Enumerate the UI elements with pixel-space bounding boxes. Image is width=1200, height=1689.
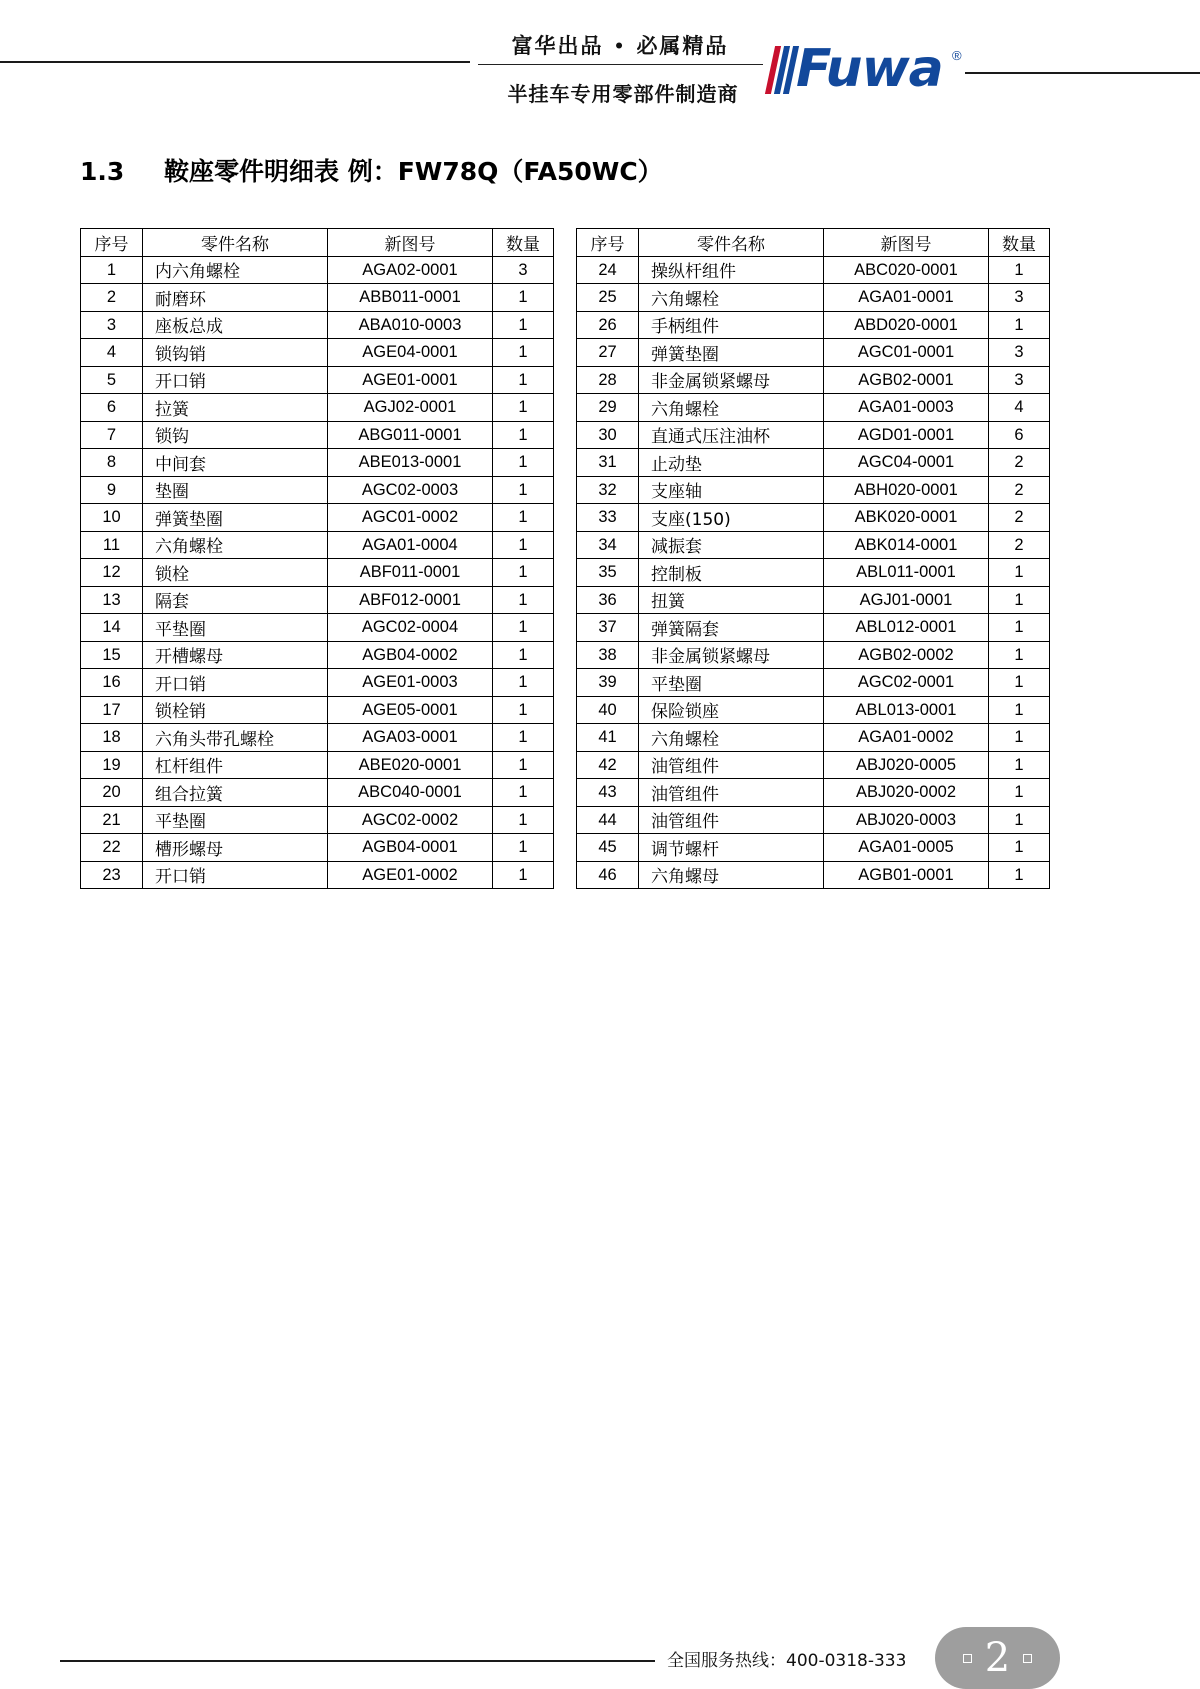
cell-no: 38 xyxy=(577,641,639,669)
cell-no: 4 xyxy=(81,339,143,367)
cell-qty: 2 xyxy=(989,504,1050,532)
cell-code: AGC01-0001 xyxy=(824,339,989,367)
cell-no: 23 xyxy=(81,861,143,889)
table-row xyxy=(81,366,554,394)
header-slogan-separator: • xyxy=(613,37,627,57)
column-header-code: 新图号 xyxy=(824,229,989,257)
fuwa-logo xyxy=(770,40,970,102)
parts-table-left xyxy=(80,228,554,889)
column-header-qty: 数量 xyxy=(493,229,554,257)
table-row xyxy=(577,449,1050,477)
cell-qty: 1 xyxy=(989,861,1050,889)
table-row xyxy=(81,449,554,477)
cell-no: 8 xyxy=(81,449,143,477)
header-slogan-right: 必属精品 xyxy=(636,34,729,58)
table-row xyxy=(81,531,554,559)
cell-name: 座板总成 xyxy=(143,311,328,339)
table-row xyxy=(81,724,554,752)
cell-name: 锁栓 xyxy=(143,559,328,587)
cell-name: 垫圈 xyxy=(143,476,328,504)
cell-no: 19 xyxy=(81,751,143,779)
table-row xyxy=(577,256,1050,284)
page-number: 2 xyxy=(984,1635,1011,1681)
column-header-name: 零件名称 xyxy=(143,229,328,257)
cell-qty: 1 xyxy=(493,614,554,642)
cell-code: AGA03-0001 xyxy=(328,724,493,752)
cell-qty: 1 xyxy=(989,751,1050,779)
cell-code: AGJ01-0001 xyxy=(824,586,989,614)
cell-qty: 1 xyxy=(493,339,554,367)
cell-name: 非金属锁紧螺母 xyxy=(639,641,824,669)
cell-code: AGC02-0001 xyxy=(824,669,989,697)
table-row xyxy=(577,531,1050,559)
table-row xyxy=(81,421,554,449)
cell-no: 25 xyxy=(577,284,639,312)
cell-name: 六角螺栓 xyxy=(143,531,328,559)
cell-name: 平垫圈 xyxy=(143,614,328,642)
table-row xyxy=(577,586,1050,614)
table-row xyxy=(577,311,1050,339)
cell-no: 42 xyxy=(577,751,639,779)
cell-name: 减振套 xyxy=(639,531,824,559)
table-row xyxy=(577,559,1050,587)
cell-qty: 1 xyxy=(493,779,554,807)
cell-name: 开口销 xyxy=(143,366,328,394)
cell-no: 6 xyxy=(81,394,143,422)
cell-no: 14 xyxy=(81,614,143,642)
table-row xyxy=(577,751,1050,779)
cell-name: 中间套 xyxy=(143,449,328,477)
cell-no: 20 xyxy=(81,779,143,807)
cell-no: 45 xyxy=(577,834,639,862)
cell-qty: 1 xyxy=(989,586,1050,614)
cell-no: 5 xyxy=(81,366,143,394)
table-row xyxy=(81,256,554,284)
table-row xyxy=(81,779,554,807)
cell-code: ABJ020-0003 xyxy=(824,806,989,834)
cell-name: 开槽螺母 xyxy=(143,641,328,669)
table-row xyxy=(81,284,554,312)
cell-name: 六角螺栓 xyxy=(639,724,824,752)
table-row xyxy=(577,366,1050,394)
cell-code: ABH020-0001 xyxy=(824,476,989,504)
cell-no: 27 xyxy=(577,339,639,367)
cell-qty: 1 xyxy=(989,559,1050,587)
cell-no: 13 xyxy=(81,586,143,614)
cell-name: 六角螺栓 xyxy=(639,284,824,312)
cell-code: ABK020-0001 xyxy=(824,504,989,532)
cell-no: 24 xyxy=(577,256,639,284)
table-row xyxy=(81,751,554,779)
cell-no: 16 xyxy=(81,669,143,697)
cell-name: 控制板 xyxy=(639,559,824,587)
service-hotline: 全国服务热线：400-0318-333 xyxy=(667,1651,907,1671)
cell-name: 耐磨环 xyxy=(143,284,328,312)
cell-qty: 3 xyxy=(493,256,554,284)
cell-no: 44 xyxy=(577,806,639,834)
cell-name: 油管组件 xyxy=(639,779,824,807)
cell-code: AGA01-0002 xyxy=(824,724,989,752)
cell-name: 锁钩 xyxy=(143,421,328,449)
cell-name: 开口销 xyxy=(143,861,328,889)
cell-name: 六角头带孔螺栓 xyxy=(143,724,328,752)
cell-code: AGA02-0001 xyxy=(328,256,493,284)
cell-qty: 1 xyxy=(989,834,1050,862)
cell-name: 弹簧隔套 xyxy=(639,614,824,642)
cell-name: 内六角螺栓 xyxy=(143,256,328,284)
cell-code: ABL012-0001 xyxy=(824,614,989,642)
cell-name: 隔套 xyxy=(143,586,328,614)
cell-name: 止动垫 xyxy=(639,449,824,477)
cell-qty: 1 xyxy=(493,311,554,339)
cell-no: 3 xyxy=(81,311,143,339)
table-row xyxy=(577,724,1050,752)
table-row xyxy=(577,476,1050,504)
cell-qty: 3 xyxy=(989,366,1050,394)
cell-qty: 3 xyxy=(989,339,1050,367)
cell-qty: 1 xyxy=(493,586,554,614)
table-row xyxy=(577,696,1050,724)
cell-code: AGE01-0003 xyxy=(328,669,493,697)
cell-name: 扭簧 xyxy=(639,586,824,614)
table-row xyxy=(81,834,554,862)
header-slogan xyxy=(470,30,770,60)
cell-name: 非金属锁紧螺母 xyxy=(639,366,824,394)
cell-no: 43 xyxy=(577,779,639,807)
cell-qty: 1 xyxy=(989,311,1050,339)
page-footer xyxy=(0,1600,1200,1684)
cell-code: AGC02-0002 xyxy=(328,806,493,834)
cell-qty: 1 xyxy=(989,641,1050,669)
cell-code: ABA010-0003 xyxy=(328,311,493,339)
cell-code: ABE020-0001 xyxy=(328,751,493,779)
header-rule-right xyxy=(965,72,1200,74)
table-row xyxy=(577,641,1050,669)
table-row xyxy=(81,339,554,367)
cell-no: 11 xyxy=(81,531,143,559)
table-row xyxy=(577,394,1050,422)
cell-no: 22 xyxy=(81,834,143,862)
cell-name: 拉簧 xyxy=(143,394,328,422)
cell-name: 杠杆组件 xyxy=(143,751,328,779)
cell-no: 15 xyxy=(81,641,143,669)
cell-code: AGA01-0003 xyxy=(824,394,989,422)
cell-code: ABC040-0001 xyxy=(328,779,493,807)
cell-name: 直通式压注油杯 xyxy=(639,421,824,449)
cell-qty: 2 xyxy=(989,449,1050,477)
cell-code: AGC02-0004 xyxy=(328,614,493,642)
column-header-no: 序号 xyxy=(577,229,639,257)
cell-no: 36 xyxy=(577,586,639,614)
table-row xyxy=(81,806,554,834)
table-row xyxy=(81,861,554,889)
cell-qty: 1 xyxy=(493,476,554,504)
cell-name: 油管组件 xyxy=(639,806,824,834)
cell-no: 35 xyxy=(577,559,639,587)
cell-qty: 1 xyxy=(989,724,1050,752)
cell-no: 31 xyxy=(577,449,639,477)
cell-code: ABJ020-0002 xyxy=(824,779,989,807)
cell-qty: 1 xyxy=(493,504,554,532)
cell-qty: 1 xyxy=(493,531,554,559)
table-header-row xyxy=(577,229,1050,257)
cell-qty: 1 xyxy=(493,284,554,312)
cell-name: 手柄组件 xyxy=(639,311,824,339)
column-header-code: 新图号 xyxy=(328,229,493,257)
cell-code: AGB02-0002 xyxy=(824,641,989,669)
cell-no: 9 xyxy=(81,476,143,504)
cell-code: AGB01-0001 xyxy=(824,861,989,889)
section-number: 1.3 xyxy=(80,157,125,186)
table-row xyxy=(577,669,1050,697)
cell-qty: 1 xyxy=(493,806,554,834)
cell-name: 开口销 xyxy=(143,669,328,697)
cell-qty: 2 xyxy=(989,531,1050,559)
table-row xyxy=(81,586,554,614)
cell-code: AGE01-0002 xyxy=(328,861,493,889)
table-row xyxy=(577,421,1050,449)
cell-qty: 1 xyxy=(493,834,554,862)
cell-code: AGC01-0002 xyxy=(328,504,493,532)
cell-qty: 1 xyxy=(493,861,554,889)
cell-qty: 1 xyxy=(989,779,1050,807)
cell-code: AGD01-0001 xyxy=(824,421,989,449)
cell-qty: 1 xyxy=(493,366,554,394)
cell-code: ABE013-0001 xyxy=(328,449,493,477)
cell-name: 支座轴 xyxy=(639,476,824,504)
cell-no: 39 xyxy=(577,669,639,697)
cell-qty: 1 xyxy=(493,394,554,422)
cell-no: 37 xyxy=(577,614,639,642)
table-row xyxy=(577,834,1050,862)
cell-name: 平垫圈 xyxy=(143,806,328,834)
cell-code: ABL011-0001 xyxy=(824,559,989,587)
table-row xyxy=(81,504,554,532)
table-row xyxy=(81,476,554,504)
cell-code: AGC02-0003 xyxy=(328,476,493,504)
table-row xyxy=(577,779,1050,807)
table-row xyxy=(81,559,554,587)
cell-code: ABJ020-0005 xyxy=(824,751,989,779)
logo-bars-icon xyxy=(770,46,796,94)
cell-qty: 6 xyxy=(989,421,1050,449)
table-row xyxy=(577,339,1050,367)
cell-code: ABD020-0001 xyxy=(824,311,989,339)
cell-code: AGA01-0001 xyxy=(824,284,989,312)
cell-code: AGA01-0004 xyxy=(328,531,493,559)
cell-code: ABK014-0001 xyxy=(824,531,989,559)
cell-code: AGB04-0001 xyxy=(328,834,493,862)
cell-name: 组合拉簧 xyxy=(143,779,328,807)
table-row xyxy=(81,696,554,724)
section-title-text: 鞍座零件明细表 例：FW78Q（FA50WC） xyxy=(164,157,663,186)
table-row xyxy=(577,861,1050,889)
cell-name: 弹簧垫圈 xyxy=(143,504,328,532)
cell-name: 弹簧垫圈 xyxy=(639,339,824,367)
footer-rule xyxy=(60,1660,655,1662)
header-rule-left xyxy=(0,61,470,63)
cell-code: AGB02-0001 xyxy=(824,366,989,394)
cell-no: 26 xyxy=(577,311,639,339)
cell-no: 10 xyxy=(81,504,143,532)
cell-qty: 1 xyxy=(493,724,554,752)
column-header-name: 零件名称 xyxy=(639,229,824,257)
header-slogan-left: 富华出品 xyxy=(511,34,604,58)
cell-qty: 1 xyxy=(493,641,554,669)
cell-name: 锁钩销 xyxy=(143,339,328,367)
cell-qty: 1 xyxy=(989,669,1050,697)
cell-code: ABC020-0001 xyxy=(824,256,989,284)
cell-no: 32 xyxy=(577,476,639,504)
cell-code: AGA01-0005 xyxy=(824,834,989,862)
cell-qty: 2 xyxy=(989,476,1050,504)
table-row xyxy=(577,614,1050,642)
cell-code: AGE01-0001 xyxy=(328,366,493,394)
table-row xyxy=(81,394,554,422)
cell-no: 41 xyxy=(577,724,639,752)
table-row xyxy=(81,641,554,669)
page-number-badge xyxy=(935,1627,1060,1689)
cell-qty: 1 xyxy=(989,696,1050,724)
cell-qty: 1 xyxy=(493,751,554,779)
parts-tables xyxy=(80,228,1120,889)
cell-code: AGE04-0001 xyxy=(328,339,493,367)
registered-trademark-icon: ® xyxy=(952,48,962,63)
cell-no: 28 xyxy=(577,366,639,394)
cell-code: ABL013-0001 xyxy=(824,696,989,724)
cell-code: ABF012-0001 xyxy=(328,586,493,614)
cell-name: 支座(150) xyxy=(639,504,824,532)
cell-name: 操纵杆组件 xyxy=(639,256,824,284)
column-header-no: 序号 xyxy=(81,229,143,257)
cell-code: AGJ02-0001 xyxy=(328,394,493,422)
cell-qty: 1 xyxy=(493,559,554,587)
cell-no: 40 xyxy=(577,696,639,724)
cell-qty: 1 xyxy=(989,256,1050,284)
cell-qty: 1 xyxy=(493,696,554,724)
cell-name: 平垫圈 xyxy=(639,669,824,697)
cell-no: 34 xyxy=(577,531,639,559)
cell-qty: 1 xyxy=(493,421,554,449)
cell-name: 六角螺栓 xyxy=(639,394,824,422)
parts-table-right xyxy=(576,228,1050,889)
cell-no: 12 xyxy=(81,559,143,587)
cell-no: 7 xyxy=(81,421,143,449)
cell-name: 锁栓销 xyxy=(143,696,328,724)
cell-no: 29 xyxy=(577,394,639,422)
cell-no: 1 xyxy=(81,256,143,284)
cell-qty: 4 xyxy=(989,394,1050,422)
cell-no: 33 xyxy=(577,504,639,532)
cell-name: 保险锁座 xyxy=(639,696,824,724)
cell-name: 油管组件 xyxy=(639,751,824,779)
header-subtitle: 半挂车专用零部件制造商 xyxy=(507,82,739,106)
cell-qty: 1 xyxy=(493,669,554,697)
cell-no: 17 xyxy=(81,696,143,724)
page-header xyxy=(0,0,1200,122)
table-header-row xyxy=(81,229,554,257)
cell-qty: 1 xyxy=(493,449,554,477)
cell-code: AGE05-0001 xyxy=(328,696,493,724)
table-row xyxy=(81,311,554,339)
table-row xyxy=(81,614,554,642)
page-title xyxy=(80,152,663,188)
cell-code: AGC04-0001 xyxy=(824,449,989,477)
cell-qty: 1 xyxy=(989,614,1050,642)
cell-qty: 3 xyxy=(989,284,1050,312)
column-header-qty: 数量 xyxy=(989,229,1050,257)
cell-no: 30 xyxy=(577,421,639,449)
cell-code: AGB04-0002 xyxy=(328,641,493,669)
table-row xyxy=(577,504,1050,532)
cell-qty: 1 xyxy=(989,806,1050,834)
table-row xyxy=(577,806,1050,834)
cell-no: 46 xyxy=(577,861,639,889)
cell-name: 槽形螺母 xyxy=(143,834,328,862)
header-divider xyxy=(478,64,763,65)
table-row xyxy=(81,669,554,697)
table-row xyxy=(577,284,1050,312)
cell-no: 18 xyxy=(81,724,143,752)
logo-wordmark: Fuwa xyxy=(796,39,943,99)
cell-code: ABF011-0001 xyxy=(328,559,493,587)
cell-no: 21 xyxy=(81,806,143,834)
cell-code: ABB011-0001 xyxy=(328,284,493,312)
cell-name: 调节螺杆 xyxy=(639,834,824,862)
cell-no: 2 xyxy=(81,284,143,312)
cell-code: ABG011-0001 xyxy=(328,421,493,449)
cell-name: 六角螺母 xyxy=(639,861,824,889)
